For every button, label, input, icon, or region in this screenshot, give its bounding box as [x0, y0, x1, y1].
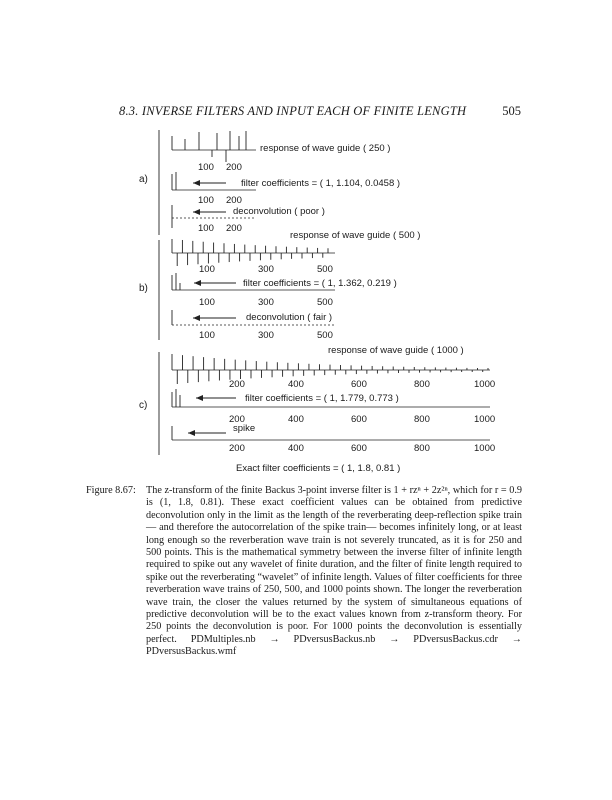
panel-b	[159, 230, 420, 341]
tick-label: 400	[288, 379, 304, 390]
tick-label: 100	[198, 162, 214, 173]
tick-label: 800	[414, 379, 430, 390]
row-caption: response of wave guide ( 500 )	[290, 230, 421, 241]
panel-a	[159, 130, 400, 235]
panel-label-c: c)	[139, 400, 148, 411]
tick-label: 400	[288, 443, 304, 454]
row-caption: filter coefficients = ( 1, 1.104, 0.0458 )	[241, 178, 401, 189]
tick-label: 600	[351, 414, 367, 425]
tick-label: 500	[317, 297, 333, 308]
tick-label: 500	[317, 330, 333, 341]
panel-a-row-response	[172, 131, 390, 173]
tick-label: 600	[351, 443, 367, 454]
tick-label: 300	[258, 297, 274, 308]
panel-label-b: b)	[139, 283, 148, 294]
tick-label: 100	[198, 195, 214, 206]
row-caption: deconvolution ( fair )	[246, 312, 333, 323]
tick-label: 100	[199, 297, 215, 308]
tick-label: 100	[198, 223, 214, 234]
tick-label: 600	[351, 379, 367, 390]
panel-b-row-filter	[172, 273, 397, 308]
section-title: 8.3. INVERSE FILTERS AND INPUT EACH OF FINITE LENGTH	[119, 104, 467, 118]
row-caption: response of wave guide ( 250 )	[260, 143, 391, 154]
row-caption: response of wave guide ( 1000 )	[328, 345, 464, 356]
panel-c-row-response	[172, 345, 495, 390]
arrow-head	[193, 180, 200, 186]
arrow-head	[196, 395, 203, 401]
row-caption: spike	[233, 423, 256, 434]
panel-a-row-filter	[172, 172, 400, 206]
tick-label: 200	[226, 223, 242, 234]
row-caption: deconvolution ( poor )	[233, 206, 325, 217]
panel-c	[159, 345, 495, 455]
tick-label: 300	[258, 330, 274, 341]
panel-b-row-response	[172, 230, 420, 275]
arrow-head	[193, 315, 200, 321]
caption-text: The z-transform of the finite Backus 3-point inverse filter is 1 + rzⁿ + 2z²ⁿ, which for r = 0.9 is (1, 1.8, 0.81). These exact coefficient values can be obtained from predictive deconvolution only in the limit as the length of the reverberating deep-reflection spike train— and therefore the autocorrelation of the spike train— becomes infinitely long, or at least long enough so the reverberation wave train is not severely truncated, as it is for 250 and 500 points. This is the mathematical symmetry between the inverse filter of infinite length required to spike out any wavelet of finite duration, and the filter of finite length required to spike out the reverberating “wavelet” of infinite length. Values of filter coefficients for three reverberation wave trains of 250, 500, and 1000 points shown. The longer the reverberation wave train, the closer the values returned by the system of simultaneous equations of predictive deconvolution will be to the exact values known from z-transform theory. For 250 points the deconvolution is poor. For 1000 points the deconvolution is essentially perfect. PDMultiples.nb → PDversusBackus.nb → PDversusBackus.cdr → PDversusBackus.wmf	[146, 485, 522, 658]
tick-label: 400	[288, 414, 304, 425]
arrow-head	[193, 209, 200, 215]
tick-label: 200	[229, 443, 245, 454]
tick-label: 100	[199, 330, 215, 341]
tick-label: 300	[258, 264, 274, 275]
tick-label: 1000	[474, 414, 496, 425]
tick-label: 800	[414, 443, 430, 454]
tick-label: 200	[229, 379, 245, 390]
tick-label: 1000	[474, 443, 496, 454]
tick-label: 200	[226, 195, 242, 206]
page-number: 505	[502, 104, 521, 118]
tick-label: 100	[199, 264, 215, 275]
tick-label: 500	[317, 264, 333, 275]
tick-label: 200	[226, 162, 242, 173]
panel-c-row-spike	[172, 423, 495, 454]
tick-label: 800	[414, 414, 430, 425]
row-caption: filter coefficients = ( 1, 1.362, 0.219 )	[243, 278, 397, 289]
tick-label: 1000	[474, 379, 496, 390]
panel-label-a: a)	[139, 174, 148, 185]
tick-label: 200	[229, 414, 245, 425]
exact-coefficients-caption: Exact filter coefficients = ( 1, 1.8, 0.81 )	[236, 463, 401, 474]
arrow-head	[194, 280, 201, 286]
arrow-head	[188, 430, 195, 436]
panel-b-row-deconv	[172, 310, 335, 341]
figure-caption	[86, 485, 522, 659]
panel-c-row-filter	[172, 389, 495, 425]
figure-label: Figure 8.67:	[86, 485, 136, 496]
row-caption: filter coefficients = ( 1, 1.779, 0.773 )	[245, 393, 399, 404]
